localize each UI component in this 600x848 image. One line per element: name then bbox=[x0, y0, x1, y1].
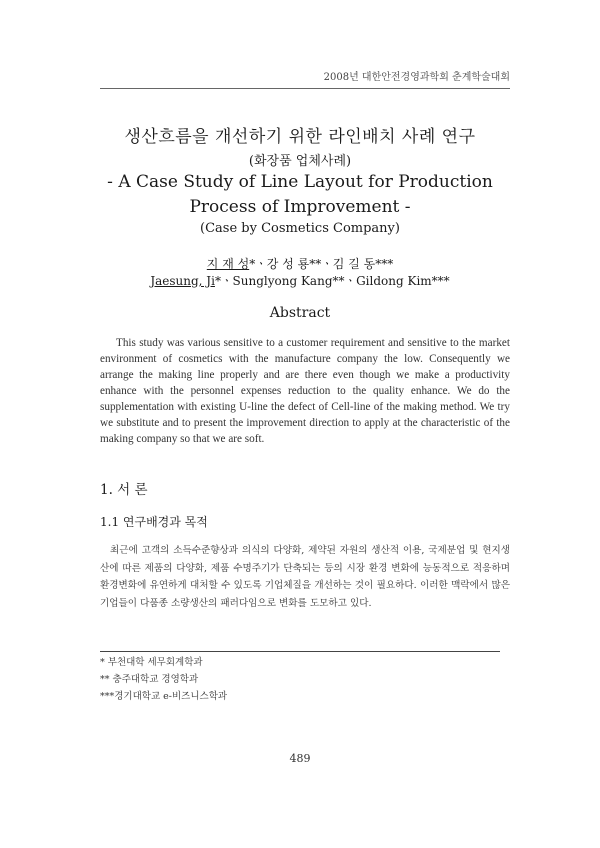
title-english-line1: - A Case Study of Line Layout for Production bbox=[107, 172, 493, 192]
subtitle-korean: (화장품 업체사례) bbox=[248, 154, 352, 169]
title-english-line2: Process of Improvement - bbox=[189, 197, 411, 217]
footnotes bbox=[100, 654, 500, 705]
title-korean: 생산흐름을 개선하기 위한 라인배치 사례 연구 bbox=[124, 127, 476, 147]
footnote-2: ** 충주대학교 경영학과 bbox=[100, 674, 199, 685]
coauthors-korean: *ㆍ강 성 룡**ㆍ김 길 동*** bbox=[249, 257, 394, 271]
header-rule bbox=[100, 88, 510, 89]
first-author-english: Jaesung, Ji bbox=[150, 274, 215, 288]
footnote-rule bbox=[100, 651, 500, 652]
footnote-1: * 부천대학 세무회계학과 bbox=[100, 657, 203, 668]
coauthors-english: *ㆍSunglyong Kang**ㆍGildong Kim*** bbox=[214, 274, 450, 288]
abstract-text: This study was various sensitive to a customer requirement and sensitive to the market environment of cosmetics with the manufacture company the low. Consequently we arrange the making line properly and are there even though we make a productivity enhance with the personnel expenses reduction to the quality enhance. We do the supplementation with existing U-line the defect of Cell-line of the making method. We try we substitute and to present the improvement direction to apply at the characteristic of the making company so that we are soft. bbox=[100, 337, 510, 445]
subsection-heading: 1.1 연구배경과 목적 bbox=[100, 515, 208, 529]
body-paragraph: 최근에 고객의 소득수준향상과 의식의 다양화, 제약된 자원의 생산적 이용, 국제분업 및 현지생산에 따른 제품의 다양화, 제품 수명주기가 단축되는 등의 시장 환경 변화에 능동적으로 적응하며 환경변화에 유연하게 대처할 수 있도록 기업체질을 개선하는 것이 필요하다. 이러한 맥락에서 많은 기업들이 다품종 소량생산의 패러다임으로 변화를 도모하고 있다. bbox=[100, 545, 510, 609]
running-header: 2008년 대한안전경영과학회 춘계학술대회 bbox=[323, 72, 510, 83]
footnote-3: ***경기대학교 e-비즈니스학과 bbox=[100, 691, 228, 702]
authors-korean bbox=[90, 255, 510, 272]
abstract-heading: Abstract bbox=[269, 305, 331, 321]
section-heading: 1. 서 론 bbox=[100, 482, 148, 498]
authors-english bbox=[90, 272, 510, 289]
subtitle-english: (Case by Cosmetics Company) bbox=[200, 221, 400, 236]
first-author-korean: 지 재 성 bbox=[206, 257, 250, 271]
page-number: 489 bbox=[289, 752, 311, 765]
